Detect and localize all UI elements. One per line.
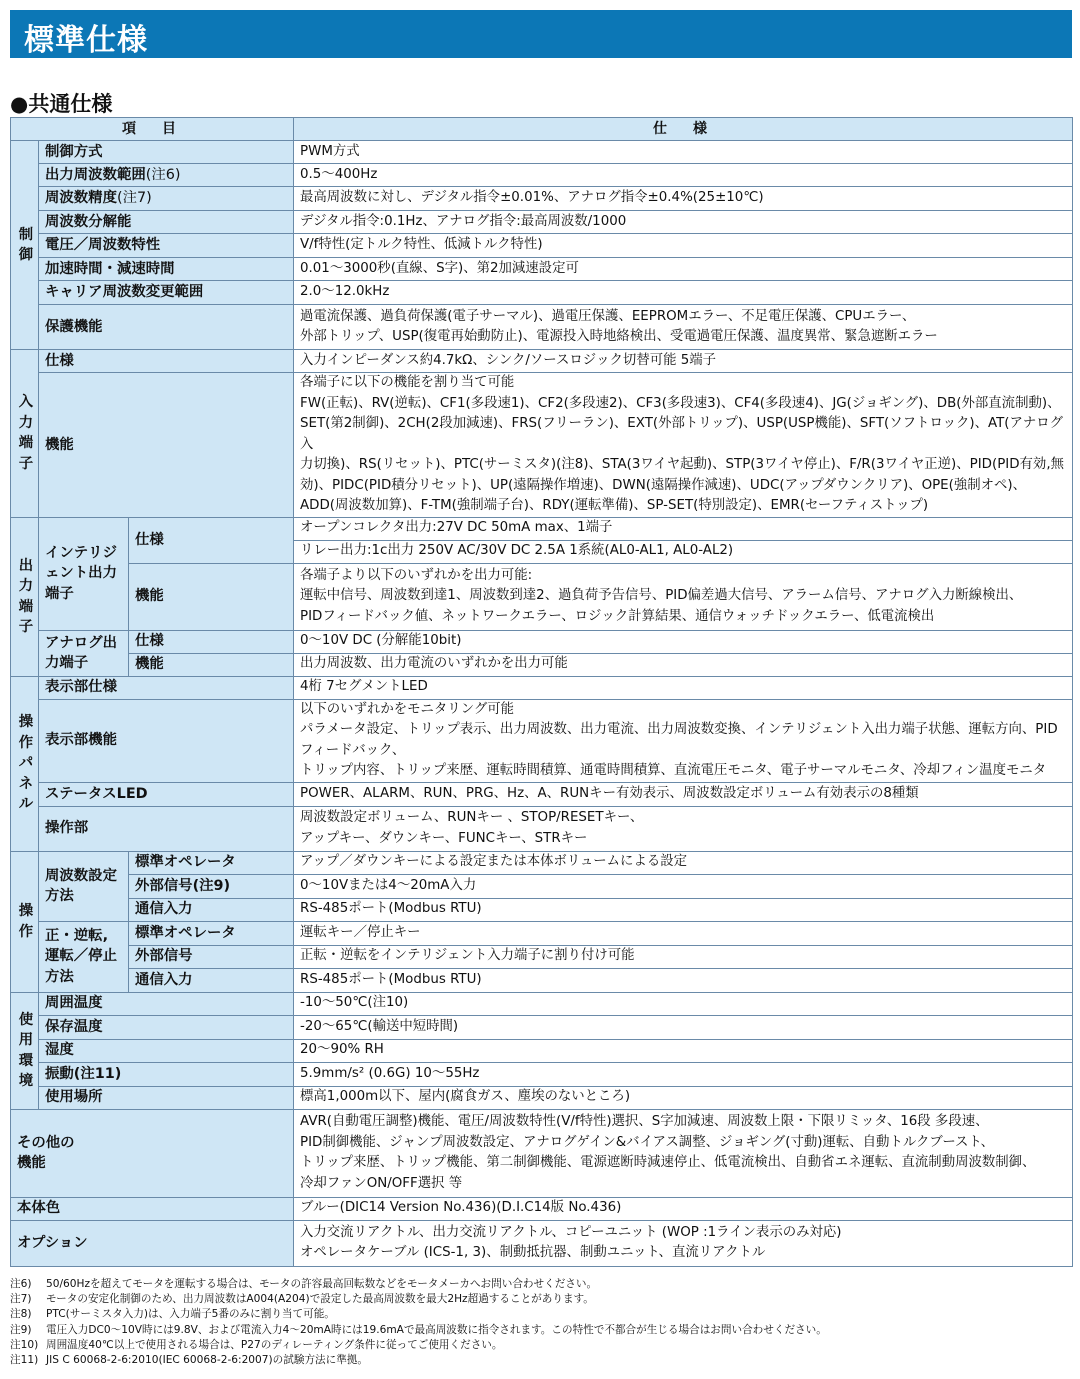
- header-spec: 仕 様: [294, 118, 1073, 141]
- row-value: POWER、ALARM、RUN、PRG、Hz、A、RUNキー有効表示、周波数設定ボリューム有効表示の8種類: [294, 782, 1073, 806]
- row-sublabel: 通信入力: [129, 898, 294, 921]
- row-label: 表示部機能: [39, 699, 294, 782]
- row-value: 20～90% RH: [294, 1039, 1073, 1062]
- row-value: 出力周波数、出力電流のいずれかを出力可能: [294, 653, 1073, 676]
- row-label: ステータスLED: [39, 782, 294, 806]
- row-label: 保存温度: [39, 1015, 294, 1039]
- row-value: 正転・逆転をインテリジェント入力端子に割り付け可能: [294, 945, 1073, 968]
- table-row: [11, 921, 1073, 945]
- row-label: 使用場所: [39, 1086, 294, 1109]
- row-sublabel: 標準オペレータ: [129, 921, 294, 945]
- row-sublabel: 外部信号: [129, 945, 294, 968]
- table-row: [11, 699, 1073, 782]
- table-row: [11, 851, 1073, 874]
- row-value: 以下のいずれかをモニタリング可能 パラメータ設定、トリップ表示、出力周波数、出力電流、出力周波数変換、インテリジェント入出力端子状態、運転方向、PIDフィードバック、 トリップ内容、トリップ来歴、運転時間積算、通電時間積算、直流電圧モニタ、電子サーマルモニタ、冷却フィン温度モニタ: [294, 699, 1073, 782]
- row-label: 振動(注11): [39, 1062, 294, 1086]
- table-row: [11, 806, 1073, 851]
- table-row: [11, 782, 1073, 806]
- footnotes: [10, 1277, 827, 1368]
- row-label-intelligent-output: インテリジェント出力端子: [39, 517, 129, 630]
- row-label: 本体色: [11, 1197, 294, 1220]
- row-label: キャリア周波数変更範囲: [39, 281, 294, 305]
- row-value: 各端子に以下の機能を割り当て可能 FW(正転)、RV(逆転)、CF1(多段速1)、CF2(多段速2)、CF3(多段速3)、CF4(多段速4)、JG(ジョギング)、DB(外部直流制動)、 SET(第2制御)、2CH(2段加減速)、FRS(フリーラン)、EXT(外部トリップ)、USP(USP機能)、SFT(ソフトロック)、AT(アナログ入 力切換)、RS(リセット)、PTC(サーミスタ)(注8)、STA(3ワイヤ起動)、STP(3ワイヤ停止)、F/R(3ワイヤ正逆)、PID(PID有効,無 効)、PIDC(PID積分リセット)、UP(遠隔操作増速)、DWN(遠隔操作減速)、UDC(アップダウンクリア)、OPE(強制オペ)、 ADD(周波数加算)、F-TM(強制端子台)、RDY(運転準備)、SP-SET(特別設定)、EMR(セーフティストップ): [294, 373, 1073, 518]
- table-row: [11, 1197, 1073, 1220]
- table-row: [11, 945, 1073, 968]
- table-row: [11, 1086, 1073, 1109]
- table-row: [11, 234, 1073, 258]
- table-row: [11, 992, 1073, 1015]
- section-title: ●共通仕様: [10, 92, 113, 116]
- row-value: 入力インピーダンス約4.7kΩ、シンク/ソースロジック切替可能 5端子: [294, 350, 1073, 373]
- footnote: 注10) 周囲温度40℃以上で使用される場合は、P27のディレーティング条件に従ってご使用ください。: [10, 1338, 503, 1351]
- spec-table: [10, 117, 1073, 1267]
- row-label-freq-setting: 周波数設定方法: [39, 851, 129, 921]
- row-sublabel: 仕様: [129, 517, 294, 563]
- row-label: 電圧／周波数特性: [39, 234, 294, 258]
- row-value: RS-485ポート(Modbus RTU): [294, 968, 1073, 992]
- row-label-analog-output: アナログ出力端子: [39, 630, 129, 676]
- row-sublabel: 標準オペレータ: [129, 851, 294, 874]
- row-value: 周波数設定ボリューム、RUNキー 、STOP/RESETキー、 アップキー、ダウンキー、FUNCキー、STRキー: [294, 806, 1073, 851]
- table-row: [11, 281, 1073, 305]
- row-label-run-stop: 正・逆転,運転／停止方法: [39, 921, 129, 992]
- row-value: 最高周波数に対し、デジタル指令±0.01%、アナログ指令±0.4%(25±10℃): [294, 187, 1073, 211]
- group-operation: 操作: [11, 851, 39, 992]
- row-label: 仕様: [39, 350, 294, 373]
- row-label: 操作部: [39, 806, 294, 851]
- table-row: [11, 563, 1073, 630]
- row-value: アップ／ダウンキーによる設定または本体ボリュームによる設定: [294, 851, 1073, 874]
- table-row: [11, 141, 1073, 164]
- table-row: [11, 1220, 1073, 1266]
- title-banner: [10, 10, 1072, 58]
- table-row: [11, 676, 1073, 699]
- row-label: 周囲温度: [39, 992, 294, 1015]
- row-value: 標高1,000m以下、屋内(腐食ガス、塵埃のないところ): [294, 1086, 1073, 1109]
- row-sublabel: 機能: [129, 563, 294, 630]
- row-value: 運転キー／停止キー: [294, 921, 1073, 945]
- group-input: 入力端子: [11, 350, 39, 518]
- row-label: オプション: [11, 1220, 294, 1266]
- group-panel: 操作パネル: [11, 676, 39, 851]
- group-output: 出力端子: [11, 517, 39, 676]
- footnote: 注6) 50/60Hzを超えてモータを運転する場合は、モータの許容最高回転数などをモータメーカへお問い合わせください。: [10, 1278, 598, 1290]
- table-row: [11, 1109, 1073, 1197]
- row-value: 入力交流リアクトル、出力交流リアクトル、コピーユニット (WOP :1ライン表示のみ対応) オペレータケーブル (ICS-1, 3)、制動抵抗器、制動ユニット、直流リアクトル: [294, 1220, 1073, 1266]
- page-title: 標準仕様: [24, 23, 148, 58]
- table-row: [11, 350, 1073, 373]
- row-label: 機能: [39, 373, 294, 518]
- row-label: 制御方式: [39, 141, 294, 164]
- table-row: [11, 1015, 1073, 1039]
- row-label: 出力周波数範囲(注6): [39, 164, 294, 187]
- row-value: 4桁 7セグメントLED: [294, 676, 1073, 699]
- table-row: [11, 1039, 1073, 1062]
- footnote: 注11) JIS C 60068-2-6:2010(IEC 60068-2-6:2007)の試験方法に準拠。: [10, 1354, 369, 1367]
- group-control: 制御: [11, 141, 39, 350]
- row-label: 湿度: [39, 1039, 294, 1062]
- table-header: [11, 118, 1073, 141]
- row-value: 5.9mm/s² (0.6G) 10～55Hz: [294, 1062, 1073, 1086]
- row-value: RS-485ポート(Modbus RTU): [294, 898, 1073, 921]
- row-value: デジタル指令:0.1Hz、アナログ指令:最高周波数/1000: [294, 211, 1073, 234]
- table-row: [11, 258, 1073, 281]
- row-value: リレー出力:1c出力 250V AC/30V DC 2.5A 1系統(AL0-AL1, AL0-AL2): [294, 540, 1073, 563]
- row-label: 加速時間・減速時間: [39, 258, 294, 281]
- row-label: その他の機能: [11, 1109, 294, 1197]
- table-row: [11, 1062, 1073, 1086]
- table-row: [11, 630, 1073, 653]
- row-value: PWM方式: [294, 141, 1073, 164]
- table-row: [11, 211, 1073, 234]
- group-env: 使用環境: [11, 992, 39, 1109]
- row-sublabel: 通信入力: [129, 968, 294, 992]
- table-row: [11, 874, 1073, 898]
- header-item: 項 目: [11, 118, 294, 141]
- row-value: 2.0～12.0kHz: [294, 281, 1073, 305]
- footnote: 注8) PTC(サーミスタ入力)は、入力端子5番のみに割り当て可能。: [10, 1308, 335, 1321]
- table-row: [11, 373, 1073, 518]
- row-sublabel: 仕様: [129, 630, 294, 653]
- row-value: ブルー(DIC14 Version No.436)(D.I.C14版 No.436): [294, 1197, 1073, 1220]
- row-value: オープンコレクタ出力:27V DC 50mA max、1端子: [294, 517, 1073, 540]
- row-value: 0～10Vまたは4～20mA入力: [294, 874, 1073, 898]
- table-row: [11, 653, 1073, 676]
- table-row: [11, 305, 1073, 350]
- row-value: -20～65℃(輸送中短時間): [294, 1015, 1073, 1039]
- footnote: 注9) 電圧入力DC0～10V時には9.8V、および電流入力4～20mA時には19.6mAで最高周波数に指令されます。この特性で不都合が生じる場合はお問い合わせください。: [10, 1323, 827, 1336]
- row-value: AVR(自動電圧調整)機能、電圧/周波数特性(V/f特性)選択、S字加減速、周波数上限・下限リミッタ、16段 多段速、 PID制御機能、ジャンプ周波数設定、アナログゲイン&バイアス調整、ジョギング(寸動)運転、自動トルクブースト、 トリップ来歴、トリップ機能、第二制御機能、電源遮断時減速停止、低電流検出、自動省エネ運転、直流制動周波数制御、 冷却ファンON/OFF選択 等: [294, 1109, 1073, 1197]
- row-value: 過電流保護、過負荷保護(電子サーマル)、過電圧保護、EEPROMエラー、不足電圧保護、CPUエラー、 外部トリップ、USP(復電再始動防止)、電源投入時地絡検出、受電過電圧保護、温度異常、緊急遮断エラー: [294, 305, 1073, 350]
- row-label: 周波数精度(注7): [39, 187, 294, 211]
- row-sublabel: 機能: [129, 653, 294, 676]
- row-label: 表示部仕様: [39, 676, 294, 699]
- footnote: 注7) モータの安定化制御のため、出力周波数はA004(A204)で設定した最高周波数を最大2Hz超過することがあります。: [10, 1293, 594, 1306]
- table-row: [11, 164, 1073, 187]
- table-row: [11, 187, 1073, 211]
- table-row: [11, 517, 1073, 540]
- row-sublabel: 外部信号(注9): [129, 874, 294, 898]
- row-value: 0.01～3000秒(直線、S字)、第2加減速設定可: [294, 258, 1073, 281]
- row-value: 各端子より以下のいずれかを出力可能: 運転中信号、周波数到達1、周波数到達2、過負荷予告信号、PID偏差過大信号、アラーム信号、アナログ入力断線検出、 PIDフィードバック値、ネットワークエラー、ロジック計算結果、通信ウォッチドックエラー、低電流検出: [294, 563, 1073, 630]
- row-value: 0.5～400Hz: [294, 164, 1073, 187]
- row-label: 周波数分解能: [39, 211, 294, 234]
- row-value: V/f特性(定トルク特性、低減トルク特性): [294, 234, 1073, 258]
- table-row: [11, 898, 1073, 921]
- row-value: -10～50℃(注10): [294, 992, 1073, 1015]
- table-row: [11, 968, 1073, 992]
- row-label: 保護機能: [39, 305, 294, 350]
- row-value: 0～10V DC (分解能10bit): [294, 630, 1073, 653]
